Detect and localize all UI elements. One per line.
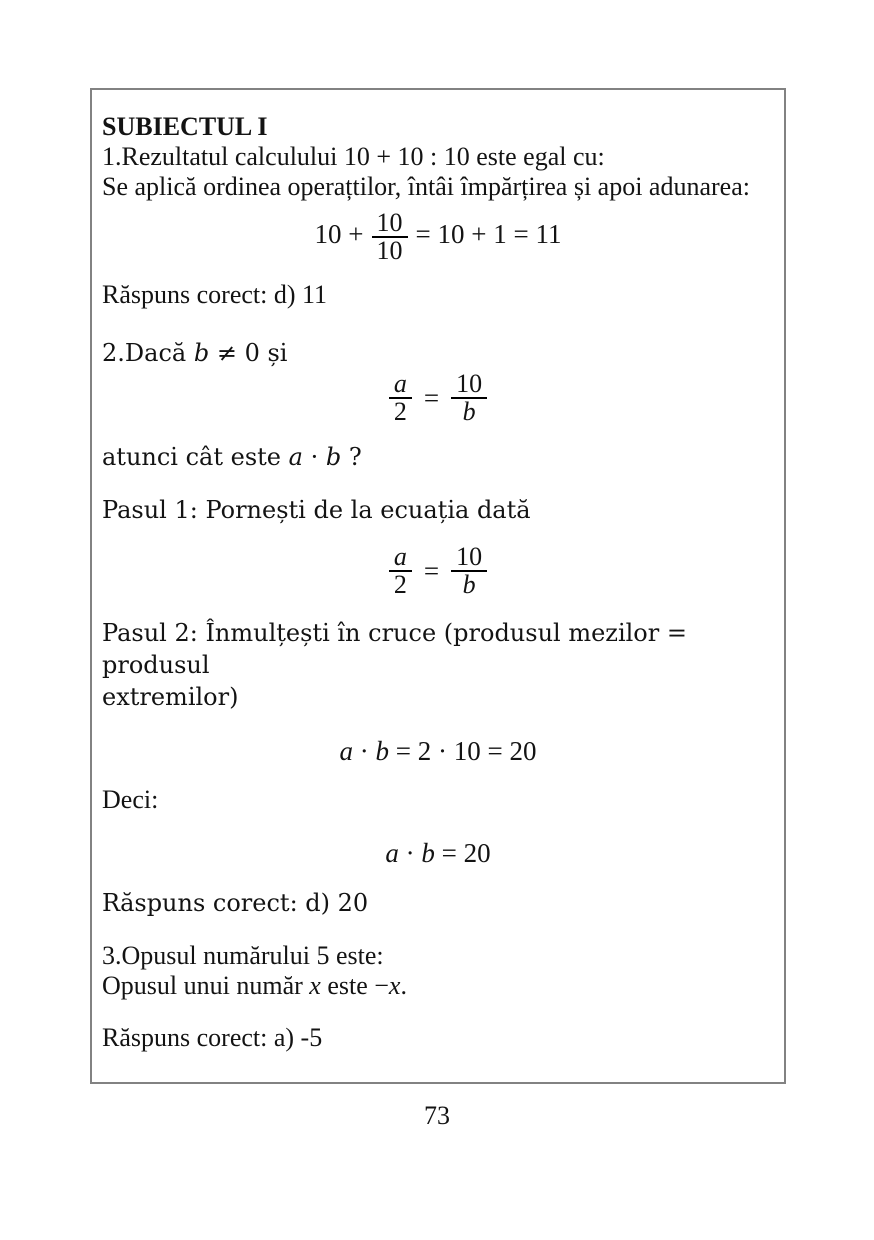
section-1 xyxy=(102,112,774,202)
variable-x-negative: x xyxy=(388,971,401,1000)
fraction-numerator-10: 10 xyxy=(456,542,483,571)
dot-operator: · xyxy=(302,443,326,471)
fraction-10-b xyxy=(451,544,487,598)
variable-a: a xyxy=(339,736,354,766)
step-2-line-1: Pasul 2: Înmulțești în cruce (produsul mezilor = produsul xyxy=(102,619,687,679)
question-mark: ? xyxy=(341,443,362,471)
equation-ratio-repeat xyxy=(102,544,774,598)
step-1-text: Pasul 1: Pornești de la ecuația dată xyxy=(102,496,531,524)
question-3-explanation xyxy=(102,971,774,1001)
equation-cross-tail: = 2 · 10 = 20 xyxy=(389,736,537,766)
fraction-denominator-2: 2 xyxy=(389,397,412,425)
equation-1 xyxy=(102,210,774,264)
fraction-denominator-2: 2 xyxy=(389,570,412,598)
q3-expl-period: . xyxy=(400,971,407,1000)
q2-question-text: atunci cât este xyxy=(102,443,289,471)
deci-text: Deci: xyxy=(102,785,159,814)
section-heading: SUBIECTUL I xyxy=(102,112,268,141)
variable-b: b xyxy=(375,736,390,766)
answer-2: Răspuns corect: d) 20 xyxy=(102,889,369,917)
question-2-question xyxy=(102,441,774,473)
answer-1: Răspuns corect: d) 11 xyxy=(102,280,328,309)
equals-sign: = xyxy=(423,383,440,413)
variable-b: b xyxy=(421,838,435,868)
content-box xyxy=(90,88,786,1084)
question-2-intro xyxy=(102,337,774,369)
question-1-text: 1.Rezultatul calculului 10 + 10 : 10 este egal cu: xyxy=(102,142,605,171)
equation-cross-multiply xyxy=(102,736,774,766)
fraction-10-b xyxy=(451,371,487,425)
fraction-denominator-b: b xyxy=(451,397,487,425)
fraction-10-10 xyxy=(372,210,408,264)
fraction-a-2 xyxy=(389,544,412,598)
fraction-numerator: 10 xyxy=(376,208,403,237)
variable-b: b xyxy=(193,339,210,367)
question-1-explanation: Se aplică ordinea operațtilor, întâi împărțirea și apoi adunarea: xyxy=(102,172,750,201)
question-3 xyxy=(102,941,774,1001)
q2-intro-rest: ≠ 0 și xyxy=(209,339,288,367)
equals-sign: = xyxy=(423,556,440,586)
equation-result xyxy=(102,838,774,868)
fraction-numerator-10: 10 xyxy=(456,369,483,398)
equation-1-tail: = 10 + 1 = 11 xyxy=(415,219,562,250)
page-number: 73 xyxy=(424,1101,450,1130)
fraction-numerator-a: a xyxy=(393,542,407,571)
variable-a: a xyxy=(385,838,399,868)
answer-3: Răspuns corect: a) -5 xyxy=(102,1023,323,1052)
variable-x: x xyxy=(309,971,321,1000)
step-2-line-2: extremilor) xyxy=(102,683,239,711)
fraction-denominator: 10 xyxy=(372,236,408,264)
equation-ratio-given xyxy=(102,371,774,425)
step-2-text xyxy=(102,617,774,713)
q3-expl-text: Opusul unui număr xyxy=(102,971,310,1000)
q3-expl-middle: este − xyxy=(320,971,389,1000)
variable-b: b xyxy=(325,443,342,471)
question-3-text: 3.Opusul numărului 5 este: xyxy=(102,941,384,970)
equation-result-tail: = 20 xyxy=(434,838,491,868)
fraction-a-2 xyxy=(389,371,412,425)
q2-intro-text: 2.Dacă xyxy=(102,339,194,367)
dot-operator: · xyxy=(398,838,422,868)
fraction-numerator-a: a xyxy=(393,369,407,398)
equation-1-lead: 10 + xyxy=(314,219,364,250)
variable-a: a xyxy=(288,443,303,471)
fraction-denominator-b: b xyxy=(451,570,487,598)
dot-operator: · xyxy=(353,736,376,766)
